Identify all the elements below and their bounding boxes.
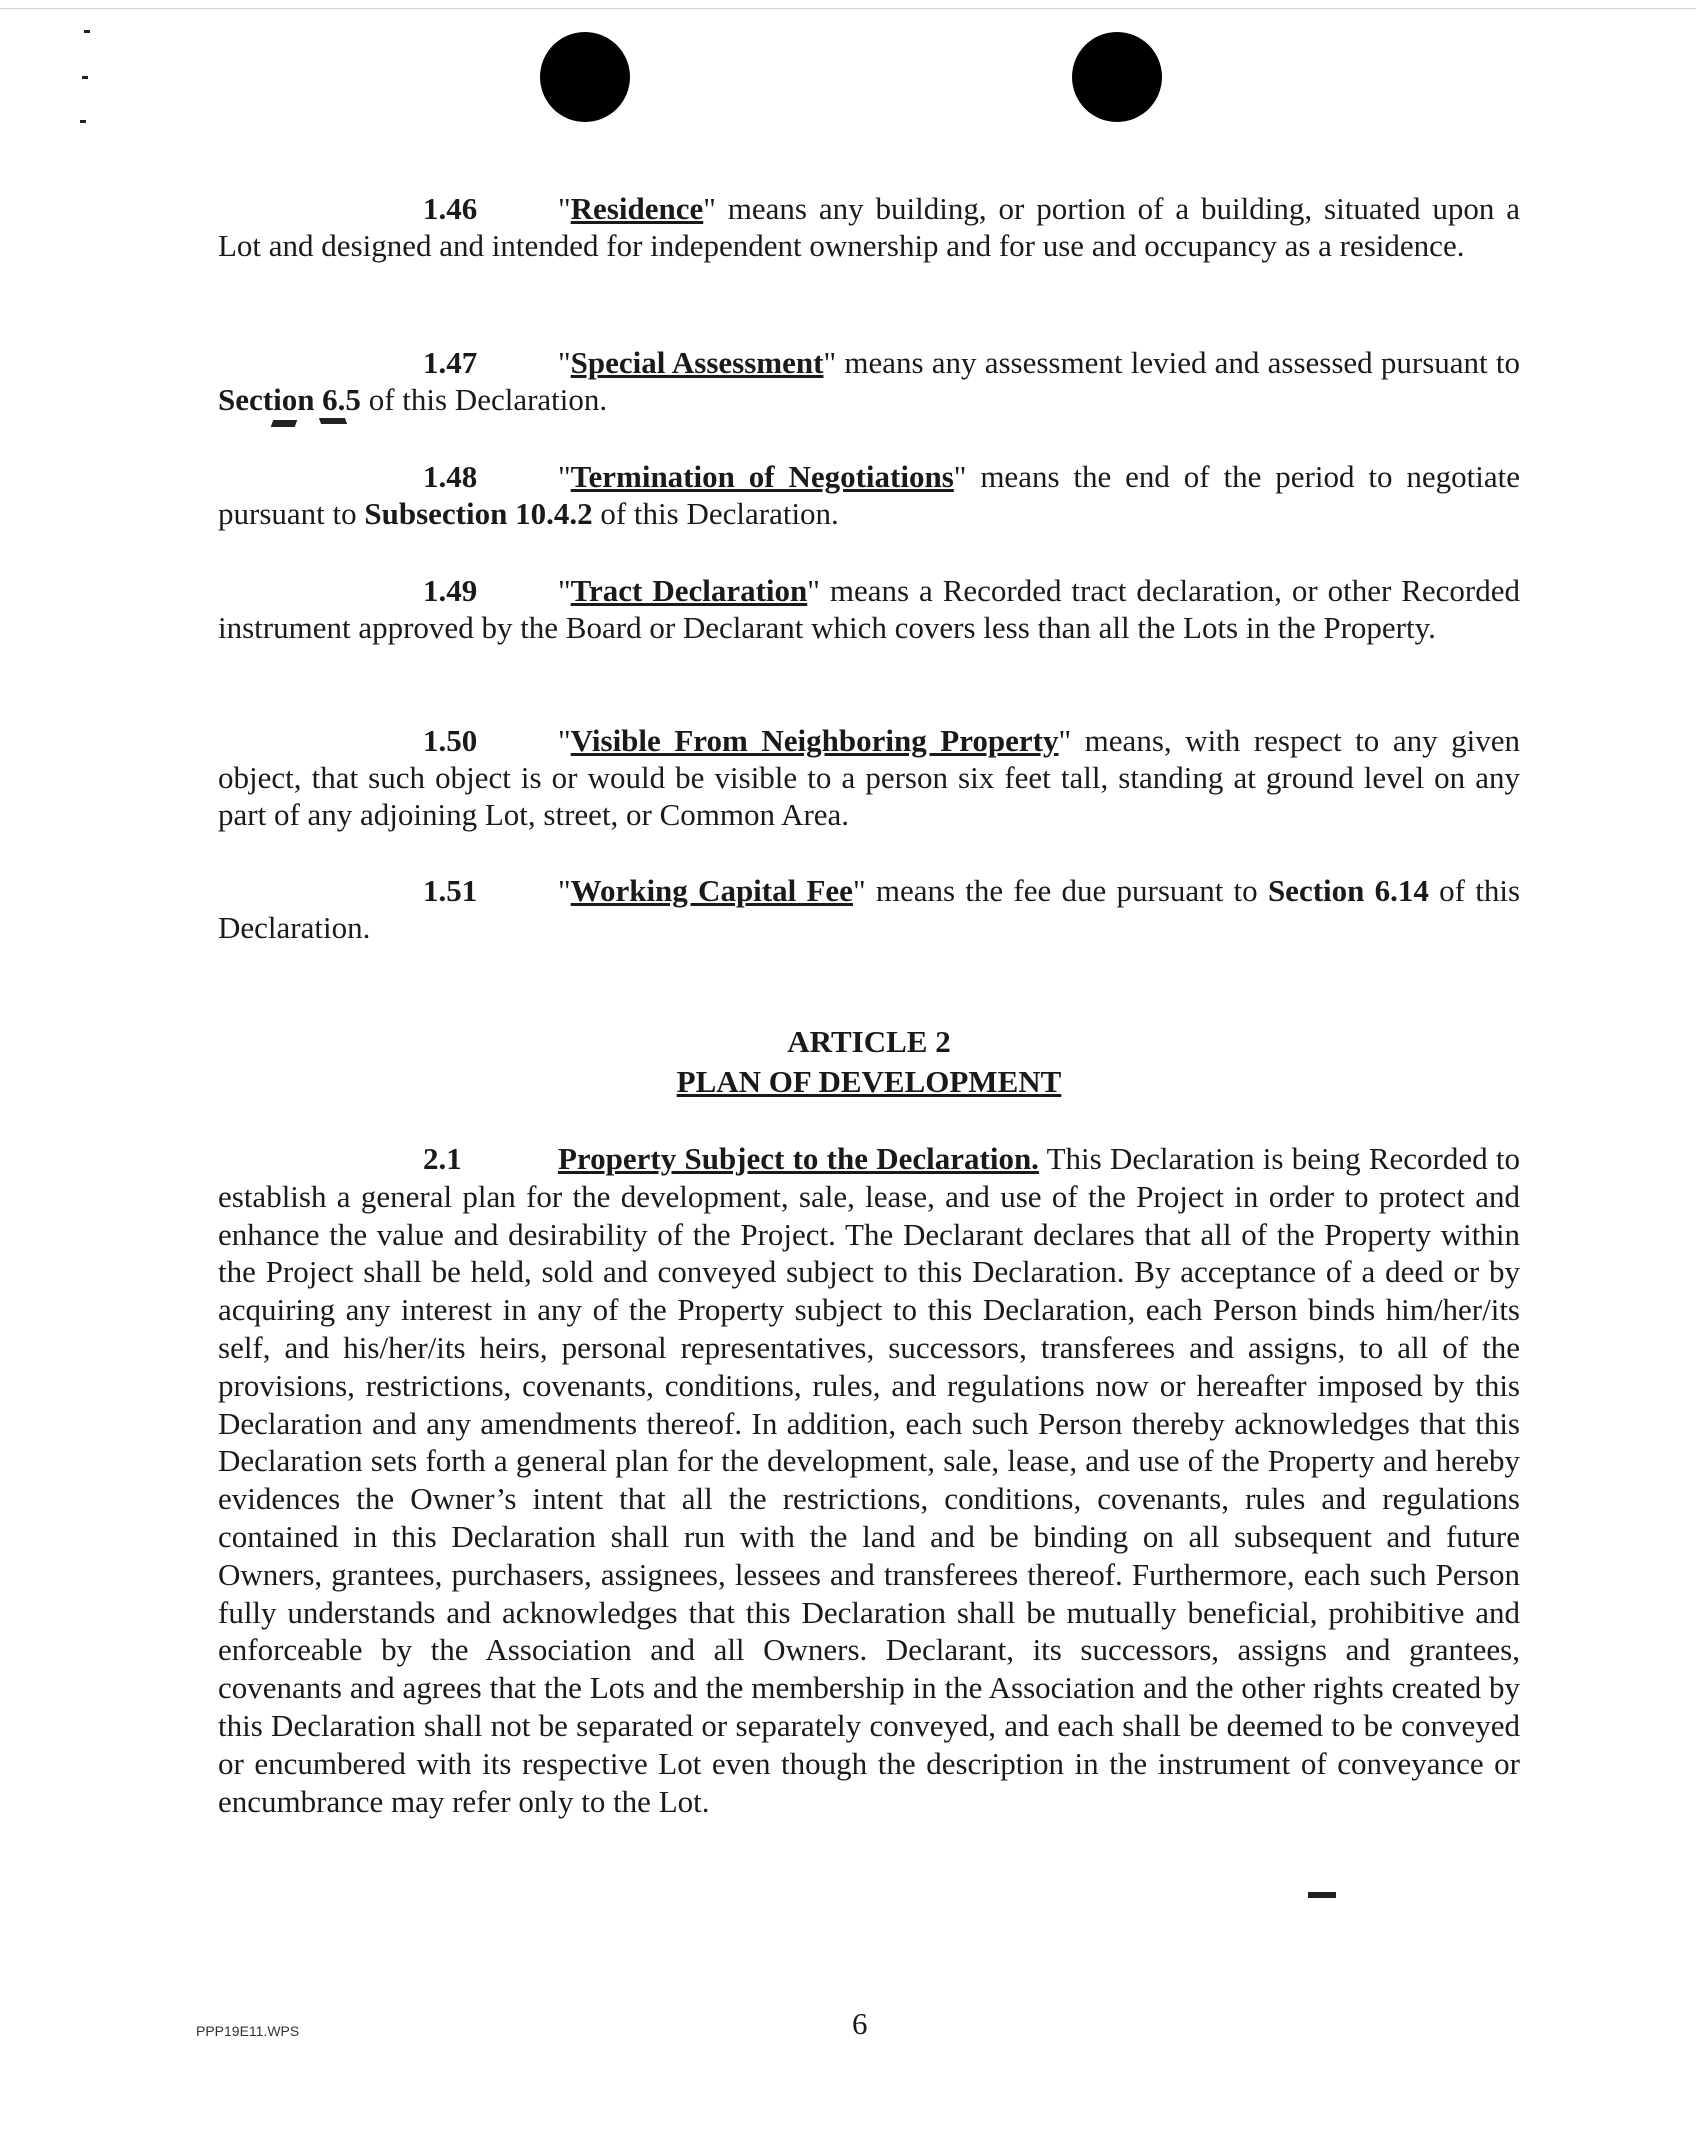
scan-edge-noise [0,8,1696,9]
definition-text: " means, with respect to any given object, that such object is or would be visible to a person six feet tall, standing at ground level on any part of any adjoining Lot, street, or Common Area. [218,723,1521,832]
definition-1-47: 1.47 "Special Assessment" means any assessment levied and assessed pursuant to Section 6.5 of this Declaration. [218,345,1520,417]
definition-text: " means any building, or portion of a building, situated upon a Lot and designed and intended for independent ownership and for use and occupancy as a residence. [218,191,1520,263]
defined-term: Special Assessment [570,345,824,380]
definition-number: 1.49 [423,573,478,608]
defined-term: Termination of Negotiations [570,459,954,494]
file-code: PPP19E11.WPS [196,2023,300,2039]
section-reference: Subsection 10.4.2 [364,496,593,531]
section-heading: Property Subject to the Declaration. [558,1141,1039,1176]
definition-text: " means the end of the period to negotiate pursuant to [218,459,1520,531]
definition-1-51: 1.51 "Working Capital Fee" means the fee due pursuant to Section 6.14 of this Declaration. [218,873,1521,945]
section-number: 2.1 [423,1141,462,1176]
definition-number: 1.48 [423,459,478,494]
definition-1-46: 1.46 "Residence" means any building, or portion of a building, situated upon a Lot and designed and intended for independent ownership and for use and occupancy as a residence. [218,191,1520,263]
definition-1-48: 1.48 "Termination of Negotiations" means the end of the period to negotiate pursuant to Subsection 10.4.2 of this Declaration. [218,459,1520,531]
article-title: PLAN OF DEVELOPMENT [676,1064,1062,1099]
scan-speck [84,30,90,33]
article-heading [218,1022,1520,1102]
section-reference: Section 6.5 [218,382,361,417]
scan-speck [80,120,86,123]
scan-speck [82,76,88,79]
defined-term: Tract Declaration [570,573,808,608]
definition-1-50: 1.50 "Visible From Neighboring Property" means, with respect to any given object, that such object is or would be visible to a person six feet tall, standing at ground level on any part of any adjoining Lot, street, or Common Area. [218,723,1521,832]
scan-mark [1308,1892,1336,1898]
punch-hole-right [1072,32,1162,122]
definition-text-tail: of this Declaration. [592,496,839,531]
definition-text-tail: of this Declaration. [360,382,608,417]
definition-text: " means a Recorded tract declaration, or other Recorded instrument approved by the Board or Declarant which covers less than all the Lots in the Property. [218,573,1520,645]
section-reference: Section 6.14 [1267,873,1429,908]
scan-mark [271,420,298,427]
defined-term: Residence [570,191,704,226]
definition-text-tail: of this Declaration. [218,873,1521,945]
section-2-1 [218,1140,1520,1820]
defined-term: Visible From Neighboring Property [570,723,1059,758]
definition-text: " means any assessment levied and assessed pursuant to [823,345,1520,380]
definition-text: " means the fee due pursuant to [852,873,1268,908]
definition-number: 1.50 [423,723,478,758]
definition-1-49: 1.49 "Tract Declaration" means a Recorded tract declaration, or other Recorded instrument approved by the Board or Declarant which covers less than all the Lots in the Property. [218,573,1520,645]
page-number: 6 [852,2006,868,2041]
section-body: This Declaration is being Recorded to establish a general plan for the development, sale, lease, and use of the Project in order to protect and enhance the value and desirability of the Project. The Declarant declares that all of the Property within the Project shall be held, sold and conveyed subject to this Declaration. By acceptance of a deed or by acquiring any interest in any of the Property subject to this Declaration, each Person binds him/her/its self, and his/her/its heirs, personal representatives, successors, transferees and assigns, to all of the provisions, restrictions, covenants, conditions, rules, and regulations now or hereafter imposed by this Declaration and any amendments thereof. In addition, each such Person thereby acknowledges that this Declaration sets forth a general plan for the development, sale, lease, and use of the Property and hereby evidences the Owner’s intent that all the restrictions, conditions, covenants, rules and regulations contained in this Declaration shall run with the land and be binding on all subsequent and future Owners, grantees, purchasers, assignees, lessees and transferees thereof. Furthermore, each such Person fully understands and acknowledges that this Declaration shall be mutually beneficial, prohibitive and enforceable by the Association and all Owners. Declarant, its successors, assigns and grantees, covenants and agrees that the Lots and the membership in the Association and the other rights created by this Declaration shall not be separated or separately conveyed, and each shall be deemed to be conveyed or encumbered with its respective Lot even though the description in the instrument of conveyance or encumbrance may refer only to the Lot. [218,1141,1520,1819]
definition-number: 1.47 [423,345,478,380]
defined-term: Working Capital Fee [570,873,853,908]
article-number: ARTICLE 2 [787,1024,951,1059]
definition-number: 1.51 [423,873,478,908]
definition-number: 1.46 [423,191,478,226]
scan-mark [319,418,347,424]
punch-hole-left [540,32,630,122]
